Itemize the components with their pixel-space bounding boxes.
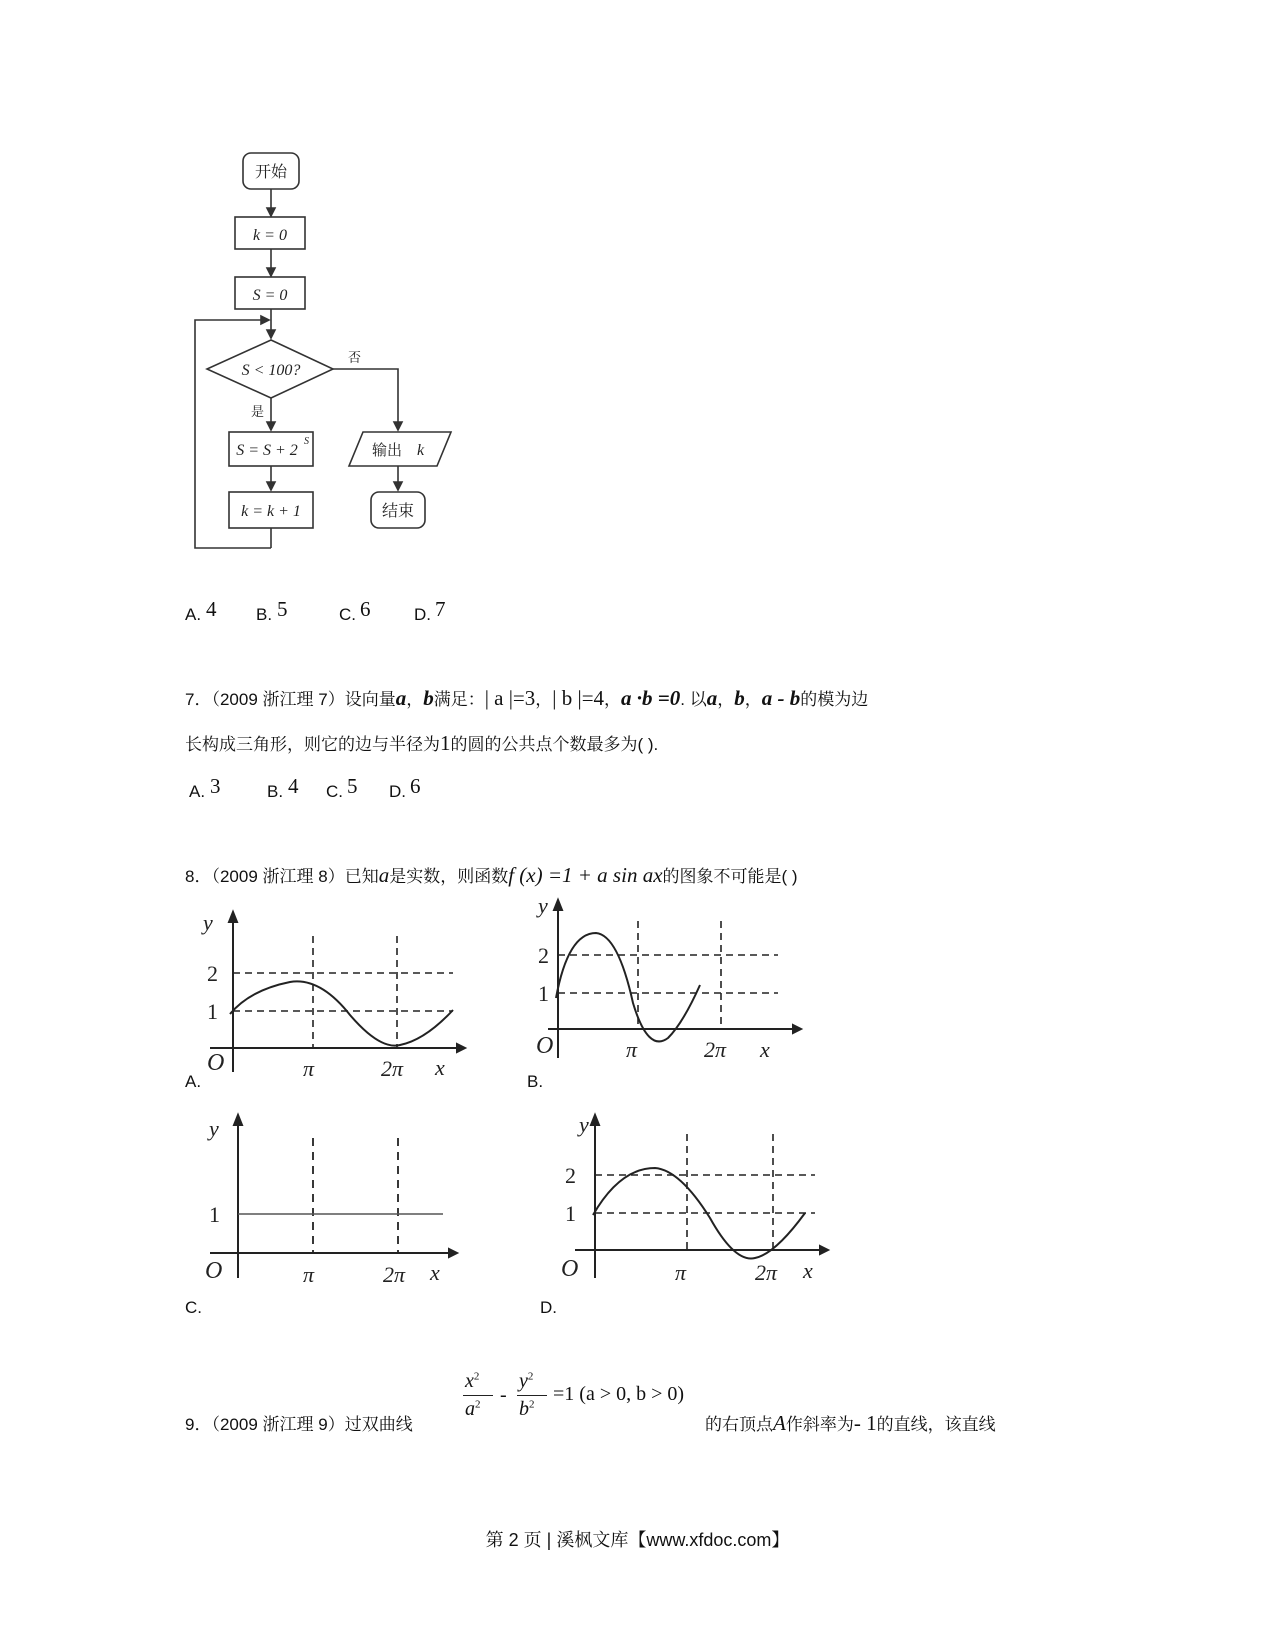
q6-option-d-label: D. (414, 605, 431, 624)
flow-yes-label: 是 (251, 405, 265, 420)
q8-graph-a-tick-pi: π (303, 1056, 315, 1081)
q7-sep: ， (604, 690, 622, 709)
q8-graph-c-tick-pi: π (303, 1262, 315, 1287)
q8-graph-d-tick-2pi: 2π (755, 1260, 778, 1285)
q8-graph-a-curve (230, 981, 453, 1045)
q9-a: a (465, 1398, 475, 1420)
q8-graph-a-level-2: 2 (207, 961, 218, 986)
q8-graph-a-level-1: 1 (207, 999, 218, 1024)
q9-eq-rhs: =1 (a > 0, b > 0) (553, 1383, 685, 1405)
q8-graph-d-x-axis: x (803, 1258, 813, 1283)
q6-option-a-value: 4 (206, 597, 217, 621)
q7-source: （2009 浙江理 7）设向量 (211, 690, 396, 709)
q7-option-c-value: 5 (347, 774, 358, 798)
q7-comma: ， (406, 690, 424, 709)
q8-graph-c-label: C. (185, 1298, 202, 1317)
q9-frac2-den: $b^2$ (519, 1398, 535, 1420)
flow-update-s-sup: S (304, 436, 309, 447)
q8-graph-b (538, 893, 808, 1073)
q7-option-c-label: C. (326, 782, 343, 801)
q8-graph-b-level-1: 1 (538, 981, 549, 1006)
q9-tail-mid: 作斜率为 (785, 1415, 854, 1434)
q8-graph-d-label: D. (540, 1298, 557, 1317)
q8-graph-b-x-axis: x (760, 1037, 770, 1062)
q8-graph-a-tick-2pi: 2π (381, 1056, 404, 1081)
q7-line2-pre: 长构成三角形，则它的边与半径为 (185, 735, 440, 754)
q9-tail (705, 1410, 996, 1436)
q7-abs-a: | a |=3 (484, 686, 536, 710)
q7-vector-diff: a - b (761, 686, 801, 710)
q8-graph-d (561, 1108, 835, 1288)
q8-graph-c (195, 1108, 465, 1288)
q9-number: 9． (185, 1415, 212, 1434)
q8-line (185, 862, 798, 888)
q8-graph-d-level-1: 1 (565, 1201, 576, 1226)
q7-option-a-value: 3 (210, 774, 221, 798)
q8-mid: 是实数，则函数 (389, 867, 509, 886)
q6-option-b-label: B. (256, 605, 273, 624)
q8-graph-b-label: B. (527, 1072, 544, 1091)
q9-frac2-num: $y^2$ (519, 1370, 534, 1392)
q8-source: （2009 浙江理 8）已知 (211, 867, 379, 886)
q9-tail-post: 的直线，该直线 (876, 1415, 996, 1434)
q7-abs-b: | b |=4 (552, 686, 605, 710)
q8-graph-b-tick-pi: π (626, 1037, 638, 1062)
q8-graph-b-origin: O (536, 1033, 554, 1059)
q7-dot-product: a ·b =0 (621, 686, 681, 710)
q9-y: y (519, 1370, 528, 1392)
q7-line2 (185, 730, 658, 756)
q9-b: b (519, 1398, 529, 1420)
q8-graph-a-y-axis: y (203, 910, 213, 935)
q7-line1 (185, 685, 868, 711)
q7-option-d-value: 6 (410, 774, 421, 798)
flowchart (185, 150, 465, 565)
q9-x: x (465, 1370, 474, 1392)
q9-tail-pre: 的右顶点 (705, 1415, 773, 1434)
q8-graph-c-x-axis: x (430, 1260, 440, 1285)
q8-graph-b-curve (556, 933, 700, 1041)
q9-frac1-den: $a^2$ (465, 1398, 481, 1420)
q8-graph-d-origin: O (561, 1256, 579, 1282)
q6-option-c-value: 6 (360, 597, 371, 621)
flow-k-init-label: k = 0 (253, 227, 287, 244)
q7-satisfy: 满足： (433, 690, 485, 709)
q8-graph-c-tick-2pi: 2π (383, 1262, 406, 1287)
q8-graph-c-y-axis: y (209, 1116, 219, 1141)
q8-var-a: a (378, 863, 390, 887)
q7-sep: ， (535, 690, 553, 709)
flow-update-s-label: S = S + 2 (236, 442, 298, 459)
flow-no-label: 否 (348, 351, 362, 366)
q9-source: （2009 浙江理 9）过双曲线 (211, 1415, 413, 1434)
q8-graph-b-level-2: 2 (538, 943, 549, 968)
q7-vector-a: a (706, 686, 718, 710)
q7-sep: ， (717, 690, 735, 709)
q8-function: f (x) =1 + a sin ax (508, 863, 663, 887)
q7-then: . 以 (680, 690, 707, 709)
q7-vector-a: a (395, 686, 407, 710)
q9-frac2-bar (517, 1395, 547, 1396)
q8-graph-a-origin: O (207, 1050, 225, 1076)
q7-sep: ， (744, 690, 762, 709)
q8-number: 8． (185, 867, 212, 886)
q8-graph-b-tick-2pi: 2π (704, 1037, 727, 1062)
q6-option-c-label: C. (339, 605, 356, 624)
q7-vector-b: b (423, 686, 434, 710)
flow-start-label: 开始 (254, 162, 288, 181)
q8-graph-a (195, 900, 465, 1080)
q7-number: 7． (185, 690, 212, 709)
page-footer: 第 2 页 | 溪枫文库【www.xfdoc.com】 (485, 1530, 790, 1550)
q8-graph-b-y-axis: y (538, 893, 548, 918)
q8-graph-c-origin: O (205, 1258, 223, 1284)
q8-graph-a-label: A. (185, 1072, 202, 1091)
flow-end-label: 结束 (381, 501, 415, 520)
q7-option-b-label: B. (267, 782, 284, 801)
q9-minus: - (500, 1384, 507, 1406)
q7-option-d-label: D. (389, 782, 406, 801)
flow-output-var: k (417, 442, 425, 459)
q6-option-b-value: 5 (277, 597, 288, 621)
q7-line2-post: 的圆的公共点个数最多为( ). (450, 735, 659, 754)
q7-option-a-label: A. (189, 782, 206, 801)
q9-frac1-bar (463, 1395, 493, 1396)
q6-option-d-value: 7 (435, 597, 446, 621)
q8-graph-a-x-axis: x (435, 1055, 445, 1080)
q7-tail: 的模为边 (800, 690, 869, 709)
flow-output-label: 输出 (371, 441, 403, 459)
q7-vector-b: b (734, 686, 745, 710)
q8-graph-d-tick-pi: π (675, 1260, 687, 1285)
q7-radius: 1 (440, 731, 451, 755)
q8-graph-d-level-2: 2 (565, 1163, 576, 1188)
flow-condition-label: S < 100? (241, 362, 301, 379)
q8-graph-d-y-axis: y (579, 1112, 589, 1137)
q8-graph-c-level-1: 1 (209, 1202, 220, 1227)
q6-option-a-label: A. (185, 605, 202, 624)
flow-s-init-label: S = 0 (252, 287, 288, 304)
q7-option-b-value: 4 (288, 774, 299, 798)
flow-update-k-label: k = k + 1 (241, 503, 301, 520)
q9-point-a: A (773, 1411, 786, 1435)
q8-tail: 的图象不可能是( ) (662, 867, 798, 886)
q9-prefix (185, 1410, 413, 1435)
q9-slope: - 1 (853, 1411, 877, 1435)
q9-frac1-num: $x^2$ (465, 1370, 480, 1392)
